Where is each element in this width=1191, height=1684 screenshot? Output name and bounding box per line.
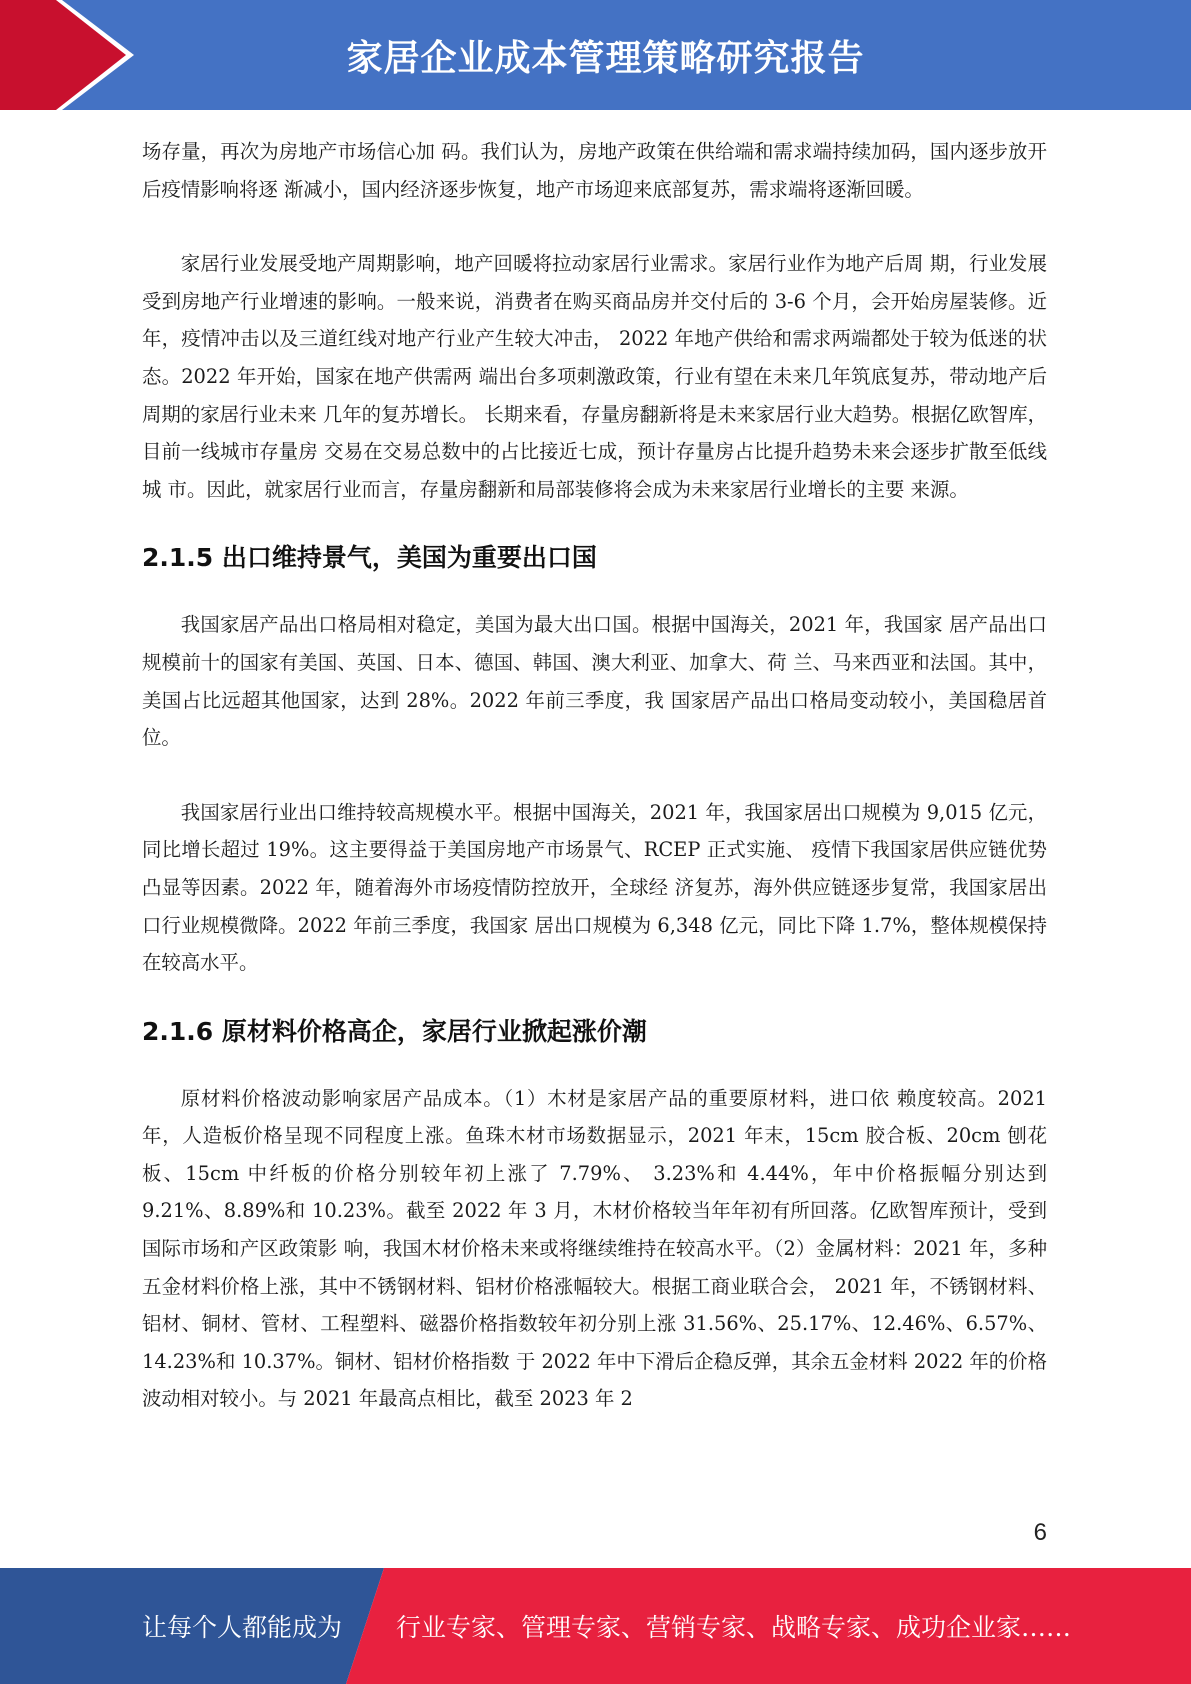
paragraph: 我国家居产品出口格局相对稳定，美国为最大出口国。根据中国海关，2021 年，我国家 居产品出口规模前十的国家有美国、英国、日本、德国、韩国、澳大利亚、加拿大、荷 兰、马来西亚和法国。其中，美国占比远超其他国家，达到 28%。2022 年前三季度，我 国家居产品出口格局变动较小，美国稳居首位。 bbox=[142, 613, 1047, 750]
page-number: 6 bbox=[1033, 1519, 1047, 1546]
footer-banner bbox=[0, 1568, 1191, 1684]
report-title: 家居企业成本管理策略研究报告 bbox=[346, 37, 865, 79]
document-body bbox=[142, 133, 1047, 1418]
footer-slogan-right: 行业专家、管理专家、营销专家、战略专家、成功企业家…… bbox=[396, 1613, 1072, 1642]
header-bar bbox=[0, 0, 1191, 110]
paragraph: 我国家居行业出口维持较高规模水平。根据中国海关，2021 年，我国家居出口规模为 9,015 亿元，同比增长超过 19%。这主要得益于美国房地产市场景气、RCEP 正式实施、 疫情下我国家居供应链优势凸显等因素。2022 年，随着海外市场疫情防控放开，全球经 济复苏，海外供应链逐步复常，我国家居出口行业规模微降。2022 年前三季度，我国家 居出口规模为 6,348 亿元，同比下降 1.7%，整体规模保持在较高水平。 bbox=[142, 800, 1047, 975]
section-heading-2-1-5: 2.1.5 出口维持景气，美国为重要出口国 bbox=[142, 543, 597, 573]
footer-slogan-left: 让每个人都能成为 bbox=[142, 1613, 343, 1642]
paragraph: 场存量，再次为房地产市场信心加 码。我们认为，房地产政策在供给端和需求端持续加码，国内逐步放开后疫情影响将逐 渐减小，国内经济逐步恢复，地产市场迎来底部复苏，需求端将逐渐回暖。 bbox=[142, 140, 1047, 201]
paragraph: 家居行业发展受地产周期影响，地产回暖将拉动家居行业需求。家居行业作为地产后周 期，行业发展受到房地产行业增速的影响。一般来说，消费者在购买商品房并交付后的 3-6 个月，会开始房屋装修。近年，疫情冲击以及三道红线对地产行业产生较大冲击， 2022 年地产供给和需求两端都处于较为低迷的状态。2022 年开始，国家在地产供需两 端出台多项刺激政策，行业有望在未来几年筑底复苏，带动地产后周期的家居行业未来 几年的复苏增长。 长期来看，存量房翻新将是未来家居行业大趋势。根据亿欧智库，目前一线城市存量房 交易在交易总数中的占比接近七成，预计存量房占比提升趋势未来会逐步扩散至低线城 市。因此，就家居行业而言，存量房翻新和局部装修将会成为未来家居行业增长的主要 来源。 bbox=[142, 252, 1047, 501]
paragraph: 原材料价格波动影响家居产品成本。（1）木材是家居产品的重要原材料，进口依 赖度较高。2021 年，人造板价格呈现不同程度上涨。鱼珠木材市场数据显示，2021 年末，15cm 胶合板、20cm 刨花板、15cm 中纤板的价格分别较年初上涨了 7.79%、 3.23%和 4.44%，年中价格振幅分别达到 9.21%、8.89%和 10.23%。截至 2022 年 3 月，木材价格较当年年初有所回落。亿欧智库预计，受到国际市场和产区政策影 响，我国木材价格未来或将继续维持在较高水平。（2）金属材料：2021 年，多种 五金材料价格上涨，其中不锈钢材料、铝材价格涨幅较大。根据工商业联合会， 2021 年，不锈钢材料、铝材、铜材、管材、工程塑料、磁器价格指数较年初分别上涨 31.56%、25.17%、12.46%、6.57%、14.23%和 10.37%。铜材、铝材价格指数 于 2022 年中下滑后企稳反弹，其余五金材料 2022 年的价格波动相对较小。与 2021 年最高点相比，截至 2023 年 2 bbox=[142, 1086, 1047, 1411]
section-heading-2-1-6: 2.1.6 原材料价格高企，家居行业掀起涨价潮 bbox=[142, 1016, 647, 1046]
